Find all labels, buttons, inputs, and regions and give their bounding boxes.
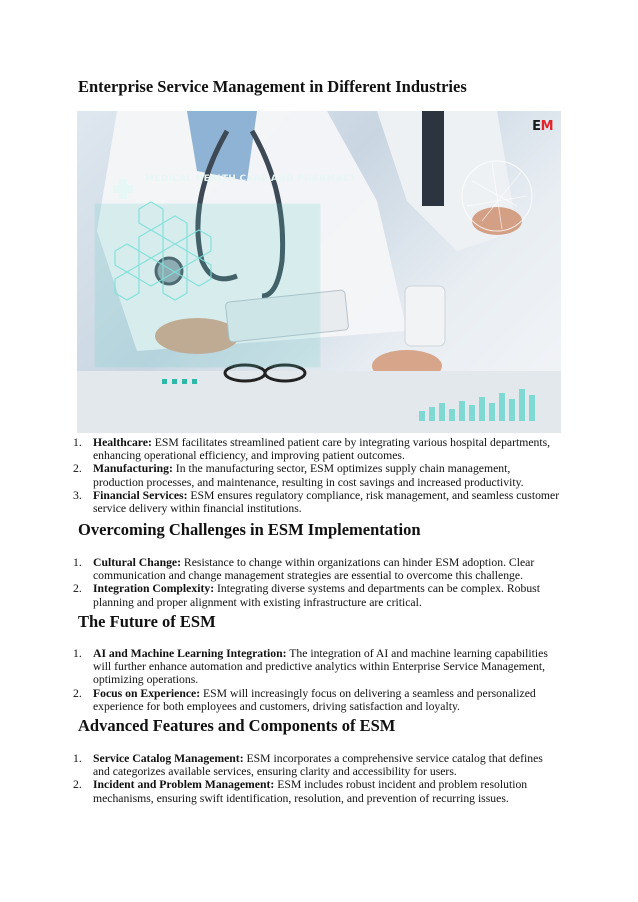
list-item: 1. Healthcare: ESM facilitates streamlined patient care by integrating various hospital departments, enhancing operational efficiency, and improving patient outcomes. (73, 436, 551, 463)
hero-caption: MEDICAL HEALTH CARE AND PHARMACY (145, 174, 357, 184)
section-heading-advanced: Advanced Features and Components of ESM (78, 716, 396, 735)
list-item: 3. Financial Services: ESM ensures regulatory compliance, risk management, and seamless customer service delivery within financial institutions. (73, 488, 560, 516)
section-heading-future: The Future of ESM (78, 612, 216, 631)
section-heading-challenges: Overcoming Challenges in ESM Implementation (78, 520, 421, 539)
list-item: 1. Service Catalog Management: ESM incorporates a comprehensive service catalog that defines and categorizes available services, ensuring clarity and accessibility for users. (73, 752, 543, 779)
challenges-list (0, 556, 561, 609)
industries-list (0, 436, 561, 515)
list-item: 2. Focus on Experience: ESM will increasingly focus on delivering a seamless and personalized experience for both employees and customers, driving satisfaction and loyalty. (73, 686, 536, 713)
list-item: 1. AI and Machine Learning Integration: The integration of AI and machine learning capabilities will further enhance automation and predictive analytics within Enterprise Service Management, optimizing operations. (73, 647, 548, 687)
list-item: 2. Incident and Problem Management: ESM includes robust incident and problem resolution mechanisms, ensuring swift identification, resolution, and prevention of recurring issues. (73, 778, 528, 805)
list-item: 2. Manufacturing: In the manufacturing sector, ESM optimizes supply chain management, production processes, and maintenance, resulting in cost savings and increased productivity. (73, 462, 524, 489)
future-list (0, 647, 561, 713)
hero-illustration (77, 111, 561, 433)
esm-logo: EM (532, 119, 553, 134)
advanced-features-list (0, 752, 561, 805)
list-item: 1. Cultural Change: Resistance to change within organizations can hinder ESM adoption. Clear communication and change management strategies are essential to overcome this challenge. (73, 556, 535, 583)
page-title: Enterprise Service Management in Different Industries (78, 77, 467, 96)
list-item: 2. Integration Complexity: Integrating diverse systems and departments can be complex. Robust planning and proper alignment with existing infrastructure are critical. (73, 582, 540, 609)
hero-image (77, 111, 561, 433)
